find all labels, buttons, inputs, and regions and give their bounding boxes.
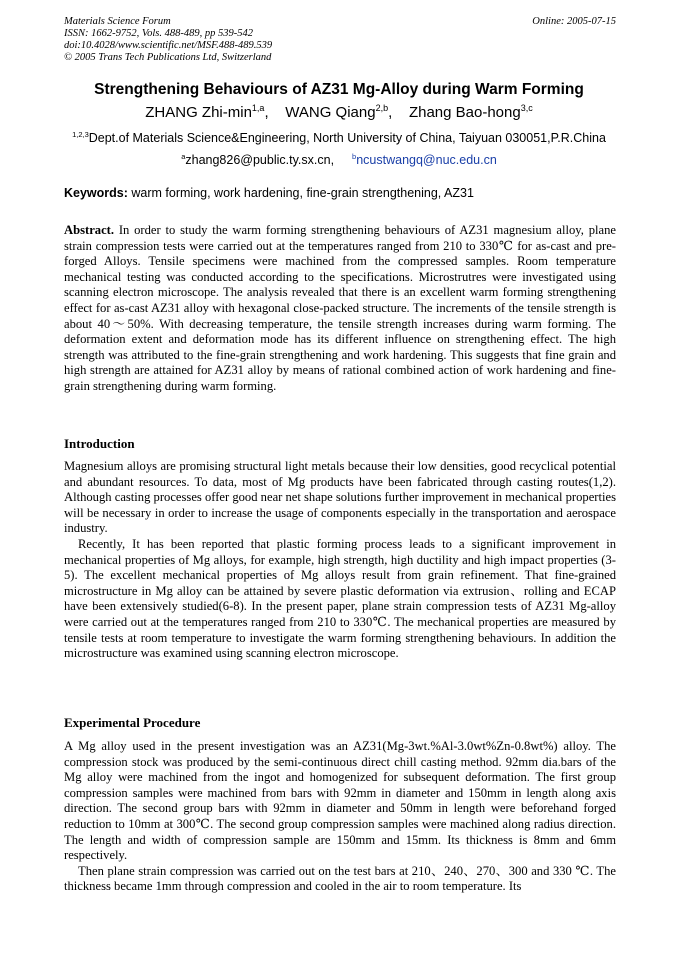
- issn-line: ISSN: 1662-9752, Vols. 488-489, pp 539-542: [64, 28, 253, 39]
- keywords-text: warm forming, work hardening, fine-grain strengthening, AZ31: [131, 186, 474, 200]
- abstract-text: In order to study the warm forming strengthening behaviours of AZ31 magnesium alloy, plane strain compression tests were carried out at the temperatures ranged from 210 to 330℃ for as-cast and pre-forged Alloys. Tensile specimens were machined from the compressed samples. Room temperature mechanical testing was conducted according to the specifications. Microstrutres were investigated using scanning electron microscope. The analysis revealed that there is an excellent warm forming strengthening effect for as-cast AZ31 alloy with hexagonal close-packed structure. The increments of the tensile strength is about 40～50%. With decreasing temperature, the tensile strength increases during warm forming. The deformation extent and deformation mode has its different influence on strengthening effect. The high strength was attributed to the fine-grain strengthening and work hardening. This suggests that fine grain and high strength are attained for AZ31 alloy by means of rational combined action of work hardening and fine-grain strengthening during warm forming.: [64, 223, 616, 393]
- copyright-line: © 2005 Trans Tech Publications Ltd, Switzerland: [64, 52, 272, 63]
- email-address-link[interactable]: ncustwangq@nuc.edu.cn: [356, 153, 497, 168]
- author-name: ZHANG Zhi-min: [145, 104, 252, 121]
- keywords-line: [64, 186, 616, 200]
- doi-line: doi:10.4028/www.scientific.net/MSF.488-489.539: [64, 40, 273, 51]
- introduction-heading: Introduction: [64, 436, 135, 451]
- journal-header: [64, 16, 616, 64]
- author-superscript: 2,b: [375, 103, 389, 113]
- email-superscript: b: [352, 152, 357, 161]
- experimental-paragraph-2: Then plane strain compression was carried out on the test bars at 210、240、270、300 and 330 ℃. The thickness became 1mm through compression and cooled in the air to room temperature. Its: [64, 863, 616, 894]
- author-name: Zhang Bao-hong: [408, 104, 521, 121]
- introduction-section: [64, 459, 616, 662]
- paper-title: Strengthening Behaviours of AZ31 Mg-Alloy during Warm Forming: [94, 81, 584, 98]
- abstract-label: Abstract.: [64, 223, 115, 237]
- experimental-heading: Experimental Procedure: [64, 715, 201, 730]
- introduction-paragraph-2: Recently, It has been reported that plastic forming process leads to a significant improvement in mechanical properties of Mg alloys, for example, high strength, high ductility and high impact properties (3-5). The excellent mechanical properties of Mg alloys result from grain refinement. That fine-grained microstructure in Mg alloy can be attained by severe plastic deformation via extrusion、rolling and ECAP have been extensively studied(6-8). In the present paper, plane strain compression tests of AZ31 Mg-alloy were carried out at the temperatures ranged from 210 to 330℃. The mechanical properties are measured by tensile tests at room temperature to investigate the warm forming strengthening behaviours. In addition the microstructure was examined using scanning electron microscope.: [64, 536, 616, 661]
- introduction-paragraph-1: Magnesium alloys are promising structural light metals because their low densities, good recyclical potential and abundant resources. To data, most of Mg products have been fabricated through casting routes(1,2). Although casting processes offer good near net shape solutions further improvement in mechanical properties will be necessary in order to increase the usage of components especially in the transportation and aerospace industry.: [64, 459, 616, 536]
- keywords-label: Keywords:: [64, 186, 128, 200]
- affiliation-text: Dept.of Materials Science&Engineering, North University of China, Taiyuan 030051,P.R.China: [88, 131, 606, 146]
- author-list: ZHANG Zhi-$\min^{1,a}$, WANG Qiang$^{2,b}$, Zhang Bao-hong$^{3,c}$: [145, 103, 533, 121]
- abstract-section: [64, 223, 616, 395]
- author-superscript: 1,a: [251, 103, 265, 113]
- experimental-section: [64, 739, 616, 895]
- email-superscript: a: [181, 152, 186, 161]
- author-superscript: 3,c: [520, 103, 533, 113]
- affiliation: [0, 130, 678, 145]
- online-date: Online: 2005-07-15: [532, 16, 616, 27]
- author-emails: $^a$zhang826@public.ty.sx.cn, $^b$ncustwangq@nuc.edu.cn: [181, 152, 497, 168]
- email-address[interactable]: zhang826@public.ty.sx.cn: [185, 153, 331, 168]
- journal-name: Materials Science Forum: [64, 16, 171, 27]
- affiliation-superscript: 1,2,3: [72, 130, 89, 139]
- author-name: WANG Qiang: [285, 104, 376, 121]
- experimental-paragraph-1: A Mg alloy used in the present investigation was an AZ31(Mg-3wt.%Al-3.0wt%Zn-0.8wt%) alloy. The compression stock was produced by the semi-continuous direct chill casting method. 92mm dia.bars of the Mg alloy were machined from the ingot and homogenized for subsequent deformation. The first group compression samples were machined from bars with 92mm in diameter and 150mm in length along axis direction. The second group bars with 92mm in diameter and 50mm in length were beforehand forged reduction to 10mm at 300℃. The second group compression samples were machined along radius direction. The length and width of compression sample are 150mm and 15mm. Its thickness is 8mm and 6mm respectively.: [64, 739, 616, 863]
